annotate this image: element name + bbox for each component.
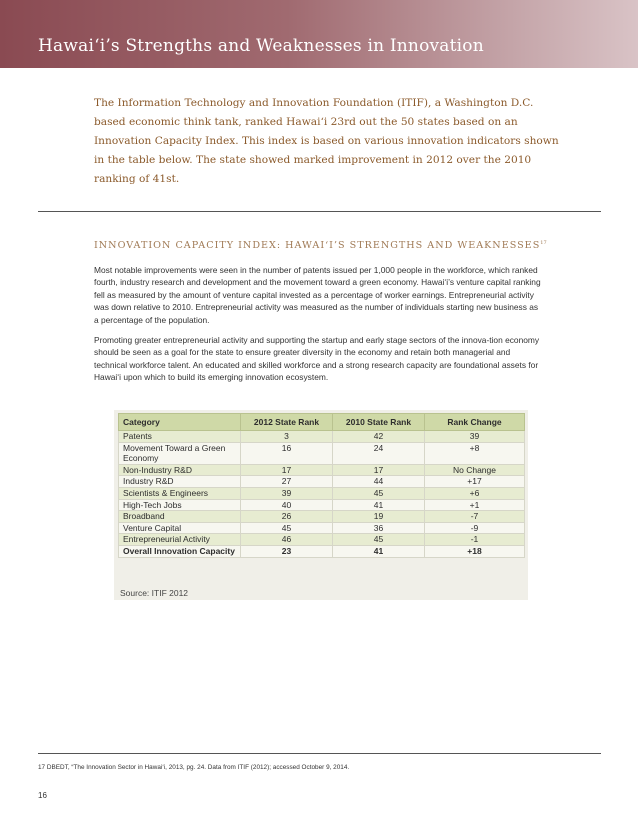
cell-rank-change: +8 [425,442,525,464]
section-divider [38,211,601,212]
section-heading-text: INNOVATION CAPACITY INDEX: HAWAI‘I’S STRENGTHS AND WEAKNESSES [94,240,541,252]
cell-2010-rank: 45 [333,534,425,546]
cell-category: Broadband [119,511,241,523]
footnote: 17 DBEDT, “The Innovation Sector in Hawai‘i, 2013, pg. 24. Data from ITIF (2012); accessed October 9, 2014. [38,764,350,771]
cell-2010-rank: 44 [333,476,425,488]
cell-2012-rank: 27 [241,476,333,488]
cell-rank-change: +6 [425,487,525,499]
cell-category: Movement Toward a Green Economy [119,442,241,464]
cell-2010-rank: 24 [333,442,425,464]
table-row-total [119,545,525,557]
cell-category: Entrepreneurial Activity [119,534,241,546]
cell-rank-change: -7 [425,511,525,523]
cell-2012-rank: 23 [241,545,333,557]
cell-rank-change: 39 [425,431,525,443]
cell-rank-change: +18 [425,545,525,557]
cell-category: Industry R&D [119,476,241,488]
cell-2010-rank: 41 [333,499,425,511]
cell-rank-change: +1 [425,499,525,511]
section-heading [94,240,547,251]
cell-category: High-Tech Jobs [119,499,241,511]
cell-2010-rank: 45 [333,487,425,499]
table-row [119,476,525,488]
cell-2010-rank: 36 [333,522,425,534]
cell-2012-rank: 3 [241,431,333,443]
cell-rank-change: No Change [425,464,525,476]
rank-table-figure [114,410,528,600]
footnote-reference: 17 [540,240,547,246]
table-row [119,487,525,499]
column-header-category: Category [119,414,241,431]
cell-2012-rank: 16 [241,442,333,464]
cell-2010-rank: 17 [333,464,425,476]
cell-2012-rank: 17 [241,464,333,476]
body-paragraph-1: Most notable improvements were seen in the number of patents issued per 1,000 people in the workforce, which ranked fourth, industry research and development and the movement toward a green economy. Hawai‘i’s venture capital ranking fell as measured by the amount of venture capital invested as a percentage of worker earnings. Entrepreneurial activity was down relative to 2010. Entrepreneurial activity was measured as the number of individuals starting new business as a percentage of the population. [94,265,541,325]
table-header-row [119,414,525,431]
cell-rank-change: -1 [425,534,525,546]
table-source: Source: ITIF 2012 [120,588,189,598]
cell-2010-rank: 41 [333,545,425,557]
header-band [0,0,638,68]
page-number: 16 [38,791,47,800]
table-row [119,534,525,546]
table-row [119,431,525,443]
cell-2012-rank: 39 [241,487,333,499]
cell-2010-rank: 42 [333,431,425,443]
cell-2012-rank: 46 [241,534,333,546]
cell-category: Scientists & Engineers [119,487,241,499]
cell-2012-rank: 26 [241,511,333,523]
table-row [119,499,525,511]
cell-category: Overall Innovation Capacity [119,545,241,557]
table-row [119,464,525,476]
footnote-divider [38,753,601,754]
cell-2012-rank: 40 [241,499,333,511]
table-row [119,442,525,464]
column-header-rank-change: Rank Change [425,414,525,431]
cell-rank-change: -9 [425,522,525,534]
intro-paragraph: The Information Technology and Innovation Foundation (ITIF), a Washington D.C. based economic think tank, ranked Hawai‘i 23rd out the 50 states based on an Innovation Capacity Index. This index is based on various innovation indicators shown in the table below. The state showed marked improvement in 2012 over the 2010 ranking of 41st. [94,97,559,185]
cell-category: Venture Capital [119,522,241,534]
cell-rank-change: +17 [425,476,525,488]
cell-2012-rank: 45 [241,522,333,534]
cell-category: Patents [119,431,241,443]
body-paragraph-2: Promoting greater entrepreneurial activity and supporting the startup and early stage sectors of the innova-tion economy should be seen as a goal for the state to ensure greater diversity in the economy and retain both managerial and technical workforce talent. An educated and skilled workforce and a strong research capacity are foundational assets for Hawai‘i upon which to build its emerging innovation ecosystem. [94,335,540,383]
column-header-2010-rank: 2010 State Rank [333,414,425,431]
rank-table [118,413,525,558]
cell-2010-rank: 19 [333,511,425,523]
column-header-2012-rank: 2012 State Rank [241,414,333,431]
cell-category: Non-Industry R&D [119,464,241,476]
table-row [119,522,525,534]
table-row [119,511,525,523]
page-title: Hawai‘i’s Strengths and Weaknesses in Innovation [38,36,484,56]
